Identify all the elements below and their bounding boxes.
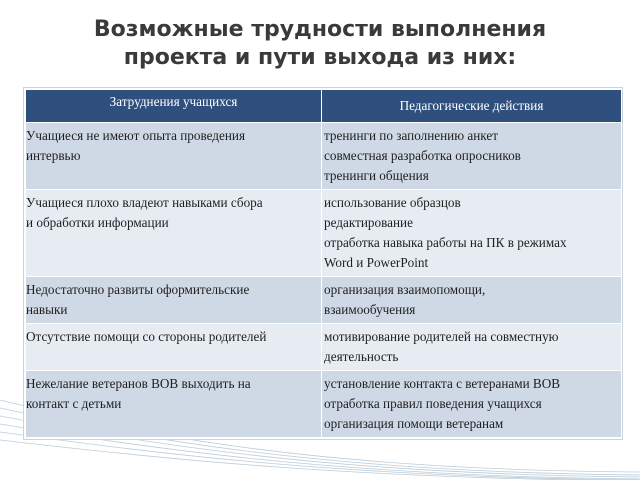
cell-text: отработка навыка работы на ПК в режимах: [324, 235, 567, 250]
cell-text: совместная разработка опросников: [324, 148, 521, 163]
table-row: [26, 277, 622, 324]
cell-text: редактирование: [324, 215, 413, 230]
difficulty-cell: [26, 277, 322, 324]
cell-text: мотивирование родителей на совместную: [324, 329, 559, 344]
difficulties-table-container: [24, 88, 622, 439]
cell-text: организация помощи ветеранам: [324, 416, 504, 431]
cell-text: отработка правил поведения учащихся: [324, 396, 542, 411]
difficulty-cell: [26, 371, 322, 438]
cell-text: контакт с детьми: [26, 396, 122, 411]
header-difficulties: Затруднения учащихся: [26, 90, 322, 123]
actions-cell: [322, 277, 622, 324]
actions-cell: [322, 371, 622, 438]
cell-text: установление контакта с ветеранами ВОВ: [324, 376, 561, 391]
cell-text: навыки: [26, 302, 68, 317]
cell-text: Учащиеся плохо владеют навыками сбора: [26, 195, 263, 210]
cell-text: Word и PowerPoint: [324, 255, 429, 270]
cell-text: интервью: [26, 148, 81, 163]
actions-cell: [322, 123, 622, 190]
difficulty-cell: [26, 190, 322, 277]
cell-text: Нежелание ветеранов ВОВ выходить на: [26, 376, 251, 391]
difficulty-cell: [26, 324, 322, 371]
title-line-1: Возможные трудности выполнения: [93, 17, 547, 42]
cell-text: Учащиеся не имеют опыта проведения: [26, 128, 246, 143]
cell-text: тренинги по заполнению анкет: [324, 128, 498, 143]
cell-text: Отсутствие помощи со стороны родителей: [26, 329, 267, 344]
table-row: [26, 324, 622, 371]
actions-cell: [322, 190, 622, 277]
cell-text: деятельность: [324, 349, 399, 364]
cell-text: использование образцов: [324, 195, 461, 210]
difficulties-table: [25, 89, 622, 438]
cell-text: Недостаточно развиты оформительские: [26, 282, 250, 297]
title-line-2: проекта и пути выхода из них:: [123, 45, 517, 70]
cell-text: и обработки информации: [26, 215, 169, 230]
difficulty-cell: [26, 123, 322, 190]
header-actions: Педагогические действия: [322, 90, 622, 123]
table-row: [26, 190, 622, 277]
table-header-row: [26, 90, 622, 123]
table-row: [26, 123, 622, 190]
table-row: [26, 371, 622, 438]
actions-cell: [322, 324, 622, 371]
cell-text: тренинги общения: [324, 168, 429, 183]
slide-title: [0, 16, 640, 72]
cell-text: организация взаимопомощи,: [324, 282, 486, 297]
cell-text: взаимообучения: [324, 302, 416, 317]
